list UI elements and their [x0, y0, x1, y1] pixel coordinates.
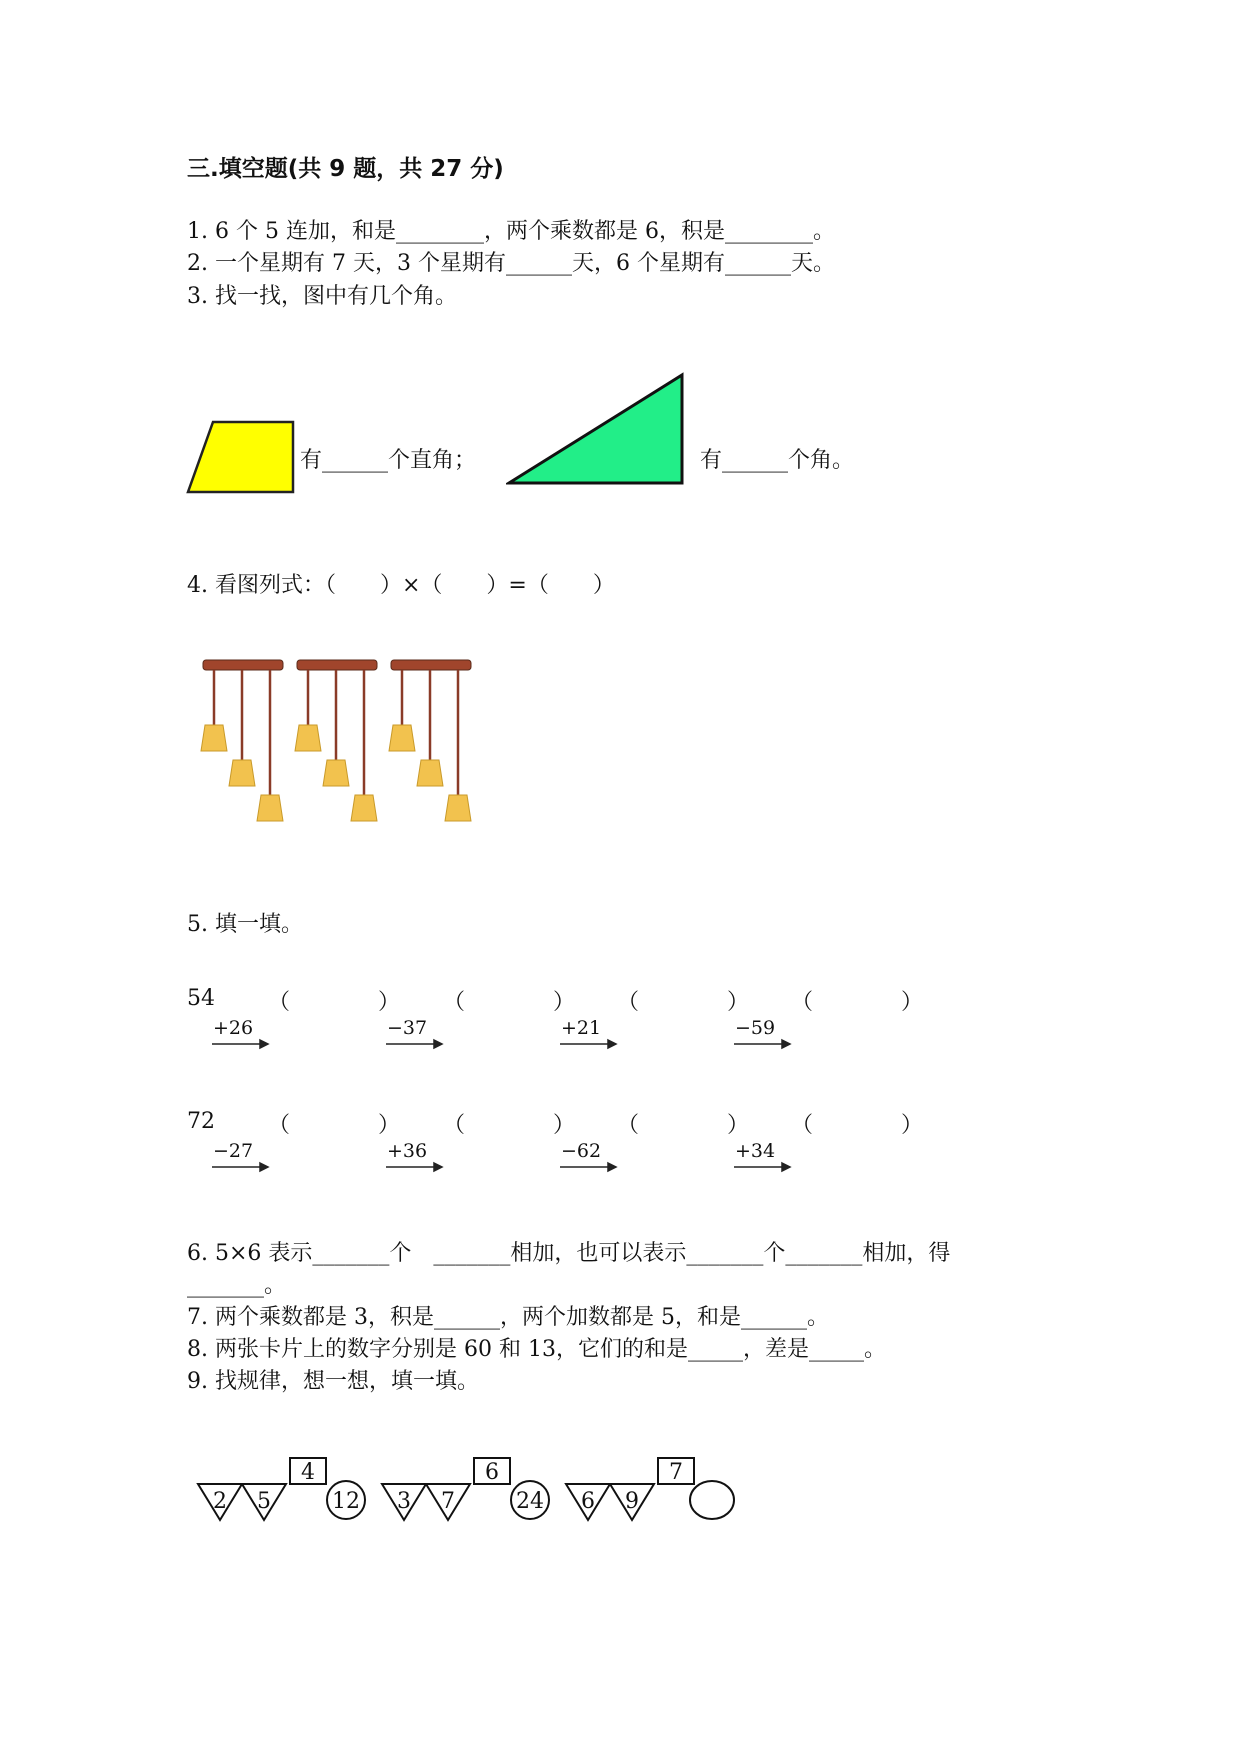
- lamps-figure: [196, 650, 486, 835]
- row2-blank-3[interactable]: （ ）: [617, 1113, 750, 1138]
- row1-blank-4[interactable]: （ ）: [791, 990, 924, 1015]
- row1-start-number: 54: [187, 986, 215, 1011]
- question-4: 4. 看图列式：（ ）×（ ）=（ ）: [187, 573, 615, 598]
- row2-op-1: −27: [213, 1140, 254, 1162]
- row2-arrows: [210, 1161, 1010, 1173]
- row2-op-2: +36: [387, 1140, 428, 1162]
- question-6-line-2: _______。: [187, 1273, 287, 1298]
- question-1: 1. 6 个 5 连加，和是________，两个乘数都是 6，积是________。: [187, 219, 835, 244]
- section-title: 三.填空题(共 9 题，共 27 分): [187, 156, 504, 182]
- pattern-2-a: 3: [397, 1489, 411, 1514]
- row1-op-2: −37: [387, 1017, 428, 1039]
- lamp-group-2: [295, 660, 377, 821]
- parallelogram-figure: [186, 420, 296, 495]
- pattern-group-2: [382, 1458, 549, 1520]
- row1-blank-2[interactable]: （ ）: [443, 990, 576, 1015]
- row2-op-3: −62: [561, 1140, 602, 1162]
- pattern-1-top: 4: [301, 1460, 315, 1485]
- row1-op-3: +21: [561, 1017, 602, 1039]
- row2-op-4: +34: [735, 1140, 776, 1162]
- pattern-2-top: 6: [485, 1460, 499, 1485]
- row2-blank-2[interactable]: （ ）: [443, 1113, 576, 1138]
- row1-op-1: +26: [213, 1017, 254, 1039]
- pattern-1-b: 5: [257, 1489, 271, 1514]
- row1-blank-1[interactable]: （ ）: [268, 990, 401, 1015]
- question-9: 9. 找规律，想一想，填一填。: [187, 1369, 479, 1394]
- question-6-line-1: 6. 5×6 表示_______个 _______相加，也可以表示_______个_______相加，得: [187, 1241, 951, 1266]
- row2-blank-1[interactable]: （ ）: [268, 1113, 401, 1138]
- question-5: 5. 填一填。: [187, 912, 303, 937]
- pattern-1-a: 2: [213, 1489, 227, 1514]
- pattern-3-answer-circle: [690, 1481, 734, 1519]
- pattern-1-result: 12: [332, 1489, 360, 1514]
- row1-op-4: −59: [735, 1017, 776, 1039]
- triangle-label: 有______个角。: [700, 448, 855, 473]
- lamp-group-1: [201, 660, 283, 821]
- lamp-group-3: [389, 660, 471, 821]
- parallelogram-label: 有______个直角；: [300, 448, 477, 473]
- triangle-shape: [509, 375, 682, 483]
- row1-arrows: [210, 1038, 1010, 1050]
- pattern-3-b: 9: [625, 1489, 639, 1514]
- question-8: 8. 两张卡片上的数字分别是 60 和 13，它们的和是_____，差是_____。: [187, 1337, 886, 1362]
- pattern-figure: [190, 1450, 750, 1530]
- triangle-figure: [506, 372, 686, 487]
- pattern-3-a: 6: [581, 1489, 595, 1514]
- pattern-3-top: 7: [669, 1460, 683, 1485]
- parallelogram-shape: [188, 422, 293, 492]
- row1-blank-3[interactable]: （ ）: [617, 990, 750, 1015]
- pattern-2-result: 24: [516, 1489, 544, 1514]
- question-2: 2. 一个星期有 7 天，3 个星期有______天，6 个星期有______天。: [187, 251, 835, 276]
- question-3: 3. 找一找，图中有几个角。: [187, 284, 457, 309]
- pattern-group-3: [566, 1458, 734, 1520]
- row2-start-number: 72: [187, 1109, 215, 1134]
- question-7: 7. 两个乘数都是 3，积是______，两个加数都是 5，和是______。: [187, 1305, 829, 1330]
- row2-blank-4[interactable]: （ ）: [791, 1113, 924, 1138]
- pattern-2-b: 7: [441, 1489, 455, 1514]
- pattern-group-1: [198, 1458, 365, 1520]
